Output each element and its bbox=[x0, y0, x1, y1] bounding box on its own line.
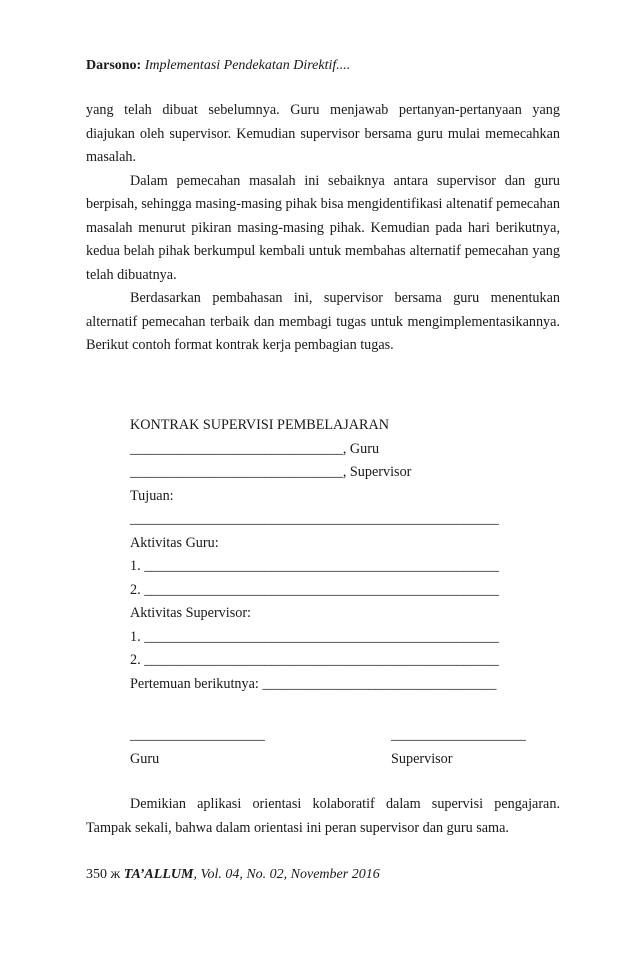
paragraph-1: yang telah dibuat sebelumnya. Guru menjawab pertanyan-pertanyaan yang diajukan oleh supervisor. Kemudian supervisor bersama guru mulai memecahkan masalah. bbox=[86, 102, 560, 165]
form-supervisor-line: ______________________________, Supervisor bbox=[130, 464, 412, 480]
signature-guru-line: ___________________ bbox=[130, 727, 265, 743]
form-supervisor-item-2: 2. __________________________________________________ bbox=[130, 652, 499, 668]
contract-form bbox=[130, 414, 540, 696]
signature-supervisor bbox=[391, 724, 526, 771]
paragraph-3: Berdasarkan pembahasan ini, supervisor bersama guru menentukan alternatif pemecahan terbaik dan membagi tugas untuk mengimplementasikannya. Berikut contoh format kontrak kerja pembagian tugas. bbox=[86, 290, 560, 353]
closing-paragraph: Demikian aplikasi orientasi kolaboratif dalam supervisi pengajaran. Tampak sekali, bahwa dalam orientasi ini peran supervisor dan guru sama. bbox=[86, 796, 560, 836]
page-footer bbox=[86, 867, 380, 883]
form-aktivitas-supervisor-label: Aktivitas Supervisor: bbox=[130, 605, 251, 621]
page-number: 350 bbox=[86, 867, 107, 882]
form-pertemuan: Pertemuan berikutnya: _________________________________ bbox=[130, 675, 497, 692]
running-head bbox=[86, 58, 350, 74]
signature-guru bbox=[130, 724, 265, 771]
signature-supervisor-line: ___________________ bbox=[391, 727, 526, 743]
form-guru-item-1: 1. __________________________________________________ bbox=[130, 558, 499, 574]
running-head-title: Implementasi Pendekatan Direktif.... bbox=[144, 58, 351, 73]
form-title: KONTRAK SUPERVISI PEMBELAJARAN bbox=[130, 417, 389, 433]
footer-separator: ж bbox=[110, 867, 121, 882]
form-tujuan-label: Tujuan: bbox=[130, 487, 174, 504]
journal-name: TA’ALLUM bbox=[123, 867, 194, 882]
form-tujuan-line: ____________________________________________________ bbox=[130, 511, 499, 527]
form-guru-line: ______________________________, Guru bbox=[130, 440, 380, 457]
signature-supervisor-label: Supervisor bbox=[391, 750, 453, 767]
journal-issue: , Vol. 04, No. 02, November 2016 bbox=[193, 867, 380, 882]
form-supervisor-item-1: 1. __________________________________________________ bbox=[130, 628, 499, 645]
running-head-author: Darsono: bbox=[86, 58, 142, 73]
paragraph-2: Dalam pemecahan masalah ini sebaiknya antara supervisor dan guru berpisah, sehingga masing-masing pihak bisa mengidentifikasi altenatif pemecahan masalah menurut pikiran masing-masing pihak. Kemudian pada hari berikutnya, kedua belah pihak berkumpul kembali untuk membahas alternatif pemecahan yang telah dibuatnya. bbox=[86, 172, 560, 283]
form-guru-item-2: 2. __________________________________________________ bbox=[130, 581, 499, 598]
form-aktivitas-guru-label: Aktivitas Guru: bbox=[130, 534, 219, 551]
body-text bbox=[86, 99, 560, 358]
closing-text bbox=[86, 793, 560, 840]
signature-guru-label: Guru bbox=[130, 750, 160, 767]
